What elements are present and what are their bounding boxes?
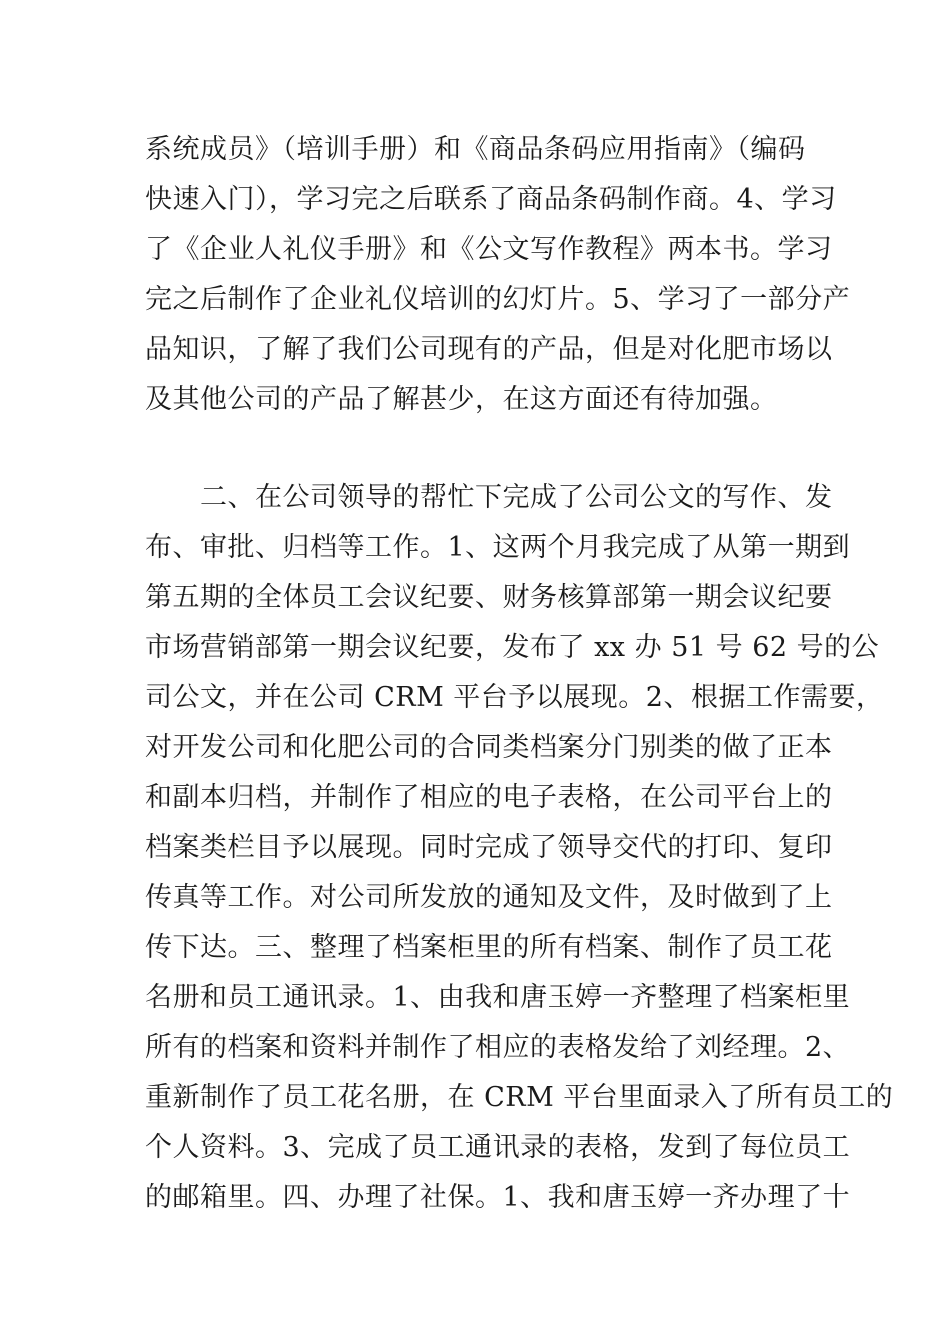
paragraph-2-line-12: 所有的档案和资料并制作了相应的表格发给了刘经理。2、 (145, 1032, 851, 1063)
paragraph-1-line-1: 系统成员》（培训手册）和《商品条码应用指南》（编码 (145, 134, 806, 165)
paragraph-2-line-15: 的邮箱里。四、办理了社保。1、我和唐玉婷一齐办理了十 (145, 1182, 851, 1213)
paragraph-2-line-2: 布、审批、归档等工作。1、这两个月我完成了从第一期到 (145, 532, 851, 563)
paragraph-1-line-4: 完之后制作了企业礼仪培训的幻灯片。5、学习了一部分产 (145, 284, 851, 315)
paragraph-2-line-14: 个人资料。3、完成了员工通讯录的表格，发到了每位员工 (145, 1132, 851, 1163)
paragraph-2-line-4: 市场营销部第一期会议纪要，发布了 xx 办 51 号 62 号的公 (145, 632, 880, 663)
paragraph-2-line-8: 档案类栏目予以展现。同时完成了领导交代的打印、复印 (145, 832, 833, 863)
paragraph-2-line-6: 对开发公司和化肥公司的合同类档案分门别类的做了正本 (145, 732, 833, 763)
paragraph-1-line-2: 快速入门），学习完之后联系了商品条码制作商。4、学习 (145, 184, 837, 215)
paragraph-2-line-1: 二、在公司领导的帮忙下完成了公司公文的写作、发 (200, 482, 833, 513)
paragraph-2-line-5: 司公文，并在公司 CRM 平台予以展现。2、根据工作需要， (145, 682, 884, 713)
paragraph-1-line-6: 及其他公司的产品了解甚少，在这方面还有待加强。 (145, 384, 778, 415)
paragraph-1-line-5: 品知识，了解了我们公司现有的产品，但是对化肥市场以 (145, 334, 833, 365)
paragraph-2-line-7: 和副本归档，并制作了相应的电子表格，在公司平台上的 (145, 782, 833, 813)
paragraph-2-line-3: 第五期的全体员工会议纪要、财务核算部第一期会议纪要 (145, 582, 833, 613)
paragraph-2-line-13: 重新制作了员工花名册，在 CRM 平台里面录入了所有员工的 (145, 1082, 894, 1113)
paragraph-2-line-11: 名册和员工通讯录。1、由我和唐玉婷一齐整理了档案柜里 (145, 982, 851, 1013)
paragraph-2-line-9: 传真等工作。对公司所发放的通知及文件，及时做到了上 (145, 882, 833, 913)
paragraph-1-line-3: 了《企业人礼仪手册》和《公文写作教程》两本书。学习 (145, 234, 833, 265)
paragraph-2-line-10: 传下达。三、整理了档案柜里的所有档案、制作了员工花 (145, 932, 833, 963)
